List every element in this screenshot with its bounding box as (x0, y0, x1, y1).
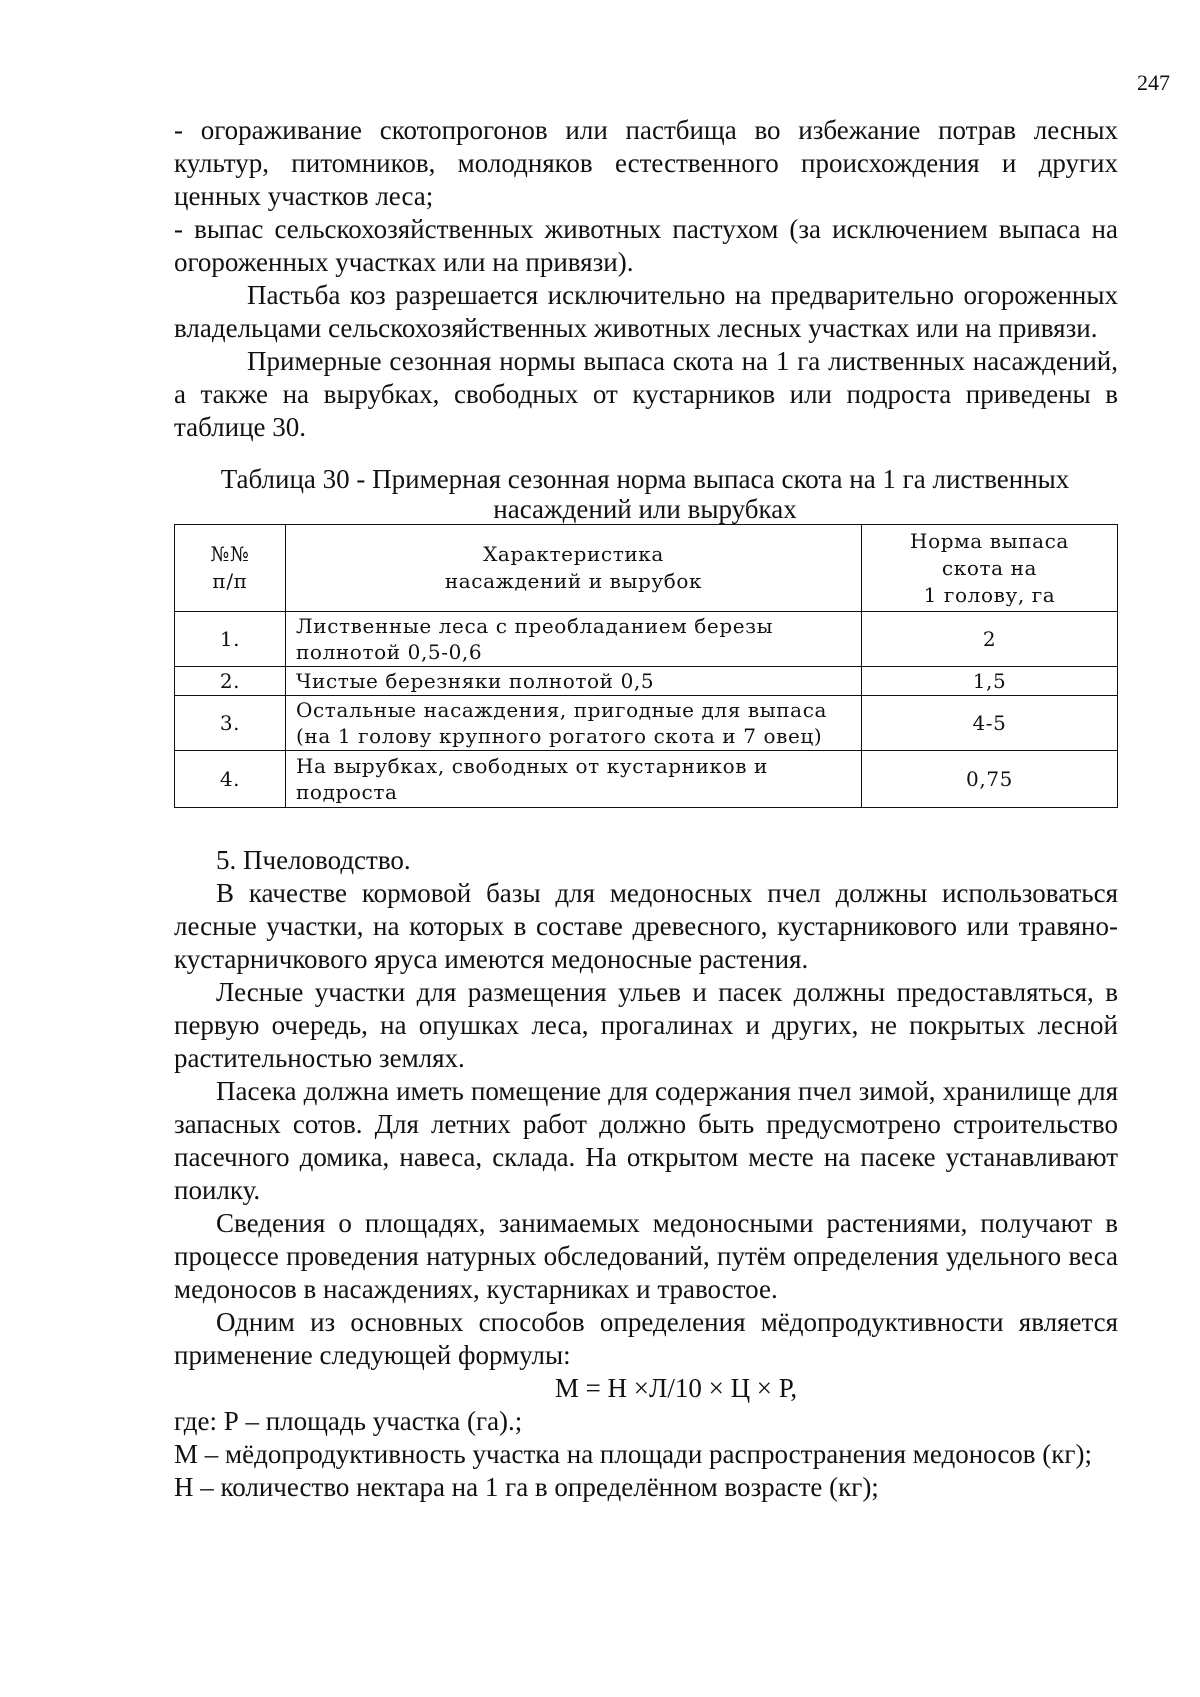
header-number (175, 525, 286, 612)
row-number: 4. (175, 751, 286, 808)
table-row (175, 696, 1118, 751)
header-norm-line1: Норма выпаса (910, 528, 1069, 553)
honey-productivity-formula: М = Н ×Л/10 × Ц × Р, (554, 1373, 798, 1403)
header-number-line1: №№ (210, 542, 250, 566)
table-caption-line2: насаждений или вырубках (493, 494, 797, 524)
paragraph-apiary-premises: Пасека должна иметь помещение для содержания пчел зимой, хранилище для запасных сотов. Для летних работ должно быть предусмотрено строительство пасечного домика, навеса, склада. На открытом месте на пасеке устанавливают поилку. (174, 1076, 1118, 1205)
header-description-line2: насаждений и вырубок (444, 569, 703, 593)
row-description-line1: Лиственные леса с преобладанием березы (296, 614, 774, 638)
table-caption (142, 464, 1148, 524)
row-norm: 2 (862, 612, 1118, 667)
definition-area: где: Р – площадь участка (га).; (174, 1406, 523, 1436)
paragraph-fencing: - огораживание скотопрогонов или пастбища во избежание потрав лесных культур, питомников, молодняков естественного происхождения и других ценных участков леса; (174, 115, 1118, 211)
row-description-line2: (на 1 голову крупного рогатого скота и 7 овец) (296, 724, 823, 748)
row-norm: 4-5 (862, 696, 1118, 751)
paragraph-shepherd-grazing: - выпас сельскохозяйственных животных пастухом (за исключением выпаса на огороженных участках или на привязи). (174, 214, 1118, 277)
row-description (286, 612, 862, 667)
paragraph-hive-placement: Лесные участки для размещения ульев и пасек должны предоставляться, в первую очередь, на опушках леса, прогалинах и других, не покрытых лесной растительностью землях. (174, 977, 1118, 1073)
paragraph-forage-base: В качестве кормовой базы для медоносных пчел должны использоваться лесные участки, на которых в составе древесного, кустарникового или травяно-кустарничкового яруса имеются медоносные растения. (174, 878, 1118, 974)
paragraph-grazing-norms-intro: Примерные сезонная нормы выпаса скота на 1 га лиственных насаждений, а также на вырубках, свободных от кустарников или подроста приведены в таблице 30. (174, 346, 1118, 442)
row-description (286, 751, 862, 808)
row-description: Чистые березняки полнотой 0,5 (286, 667, 862, 696)
row-norm: 0,75 (862, 751, 1118, 808)
header-description (286, 525, 862, 612)
definition-nectar: Н – количество нектара на 1 га в определённом возрасте (кг); (174, 1472, 879, 1502)
header-norm-line3: 1 голову, га (923, 582, 1056, 607)
row-description-line2: подроста (296, 780, 398, 804)
row-description (286, 696, 862, 751)
table-row (175, 667, 1118, 696)
row-description-line1: На вырубках, свободных от кустарников и (296, 754, 768, 778)
table-header-row (175, 525, 1118, 612)
paragraph-formula-intro: Одним из основных способов определения мёдопродуктивности является применение следующей формулы: (174, 1307, 1118, 1370)
page-number: 247 (1137, 70, 1170, 95)
row-number: 2. (175, 667, 286, 696)
header-norm (862, 525, 1118, 612)
header-number-line2: п/п (212, 569, 248, 593)
table-row (175, 751, 1118, 808)
table-caption-line1: Таблица 30 - Примерная сезонная норма выпаса скота на 1 га лиственных (220, 464, 1070, 494)
row-norm: 1,5 (862, 667, 1118, 696)
grazing-norms-table (174, 524, 1118, 808)
row-description-line2: полнотой 0,5-0,6 (296, 640, 483, 664)
row-description-line1: Остальные насаждения, пригодные для выпаса (296, 698, 828, 722)
paragraph-area-survey: Сведения о площадях, занимаемых медоносными растениями, получают в процессе проведения натурных обследований, путём определения удельного веса медоносов в насаждениях, кустарниках и травостое. (174, 1208, 1118, 1304)
paragraph-goat-grazing: Пастьба коз разрешается исключительно на предварительно огороженных владельцами сельскохозяйственных животных лесных участках или на привязи. (174, 280, 1118, 343)
page-content (174, 114, 1118, 1504)
definition-productivity: М – мёдопродуктивность участка на площади распространения медоносов (кг); (174, 1439, 1092, 1469)
header-description-line1: Характеристика (483, 542, 664, 566)
table-row (175, 612, 1118, 667)
row-number: 3. (175, 696, 286, 751)
header-norm-line2: скота на (941, 555, 1038, 580)
section-heading-beekeeping: 5. Пчеловодство. (216, 845, 411, 875)
row-number: 1. (175, 612, 286, 667)
